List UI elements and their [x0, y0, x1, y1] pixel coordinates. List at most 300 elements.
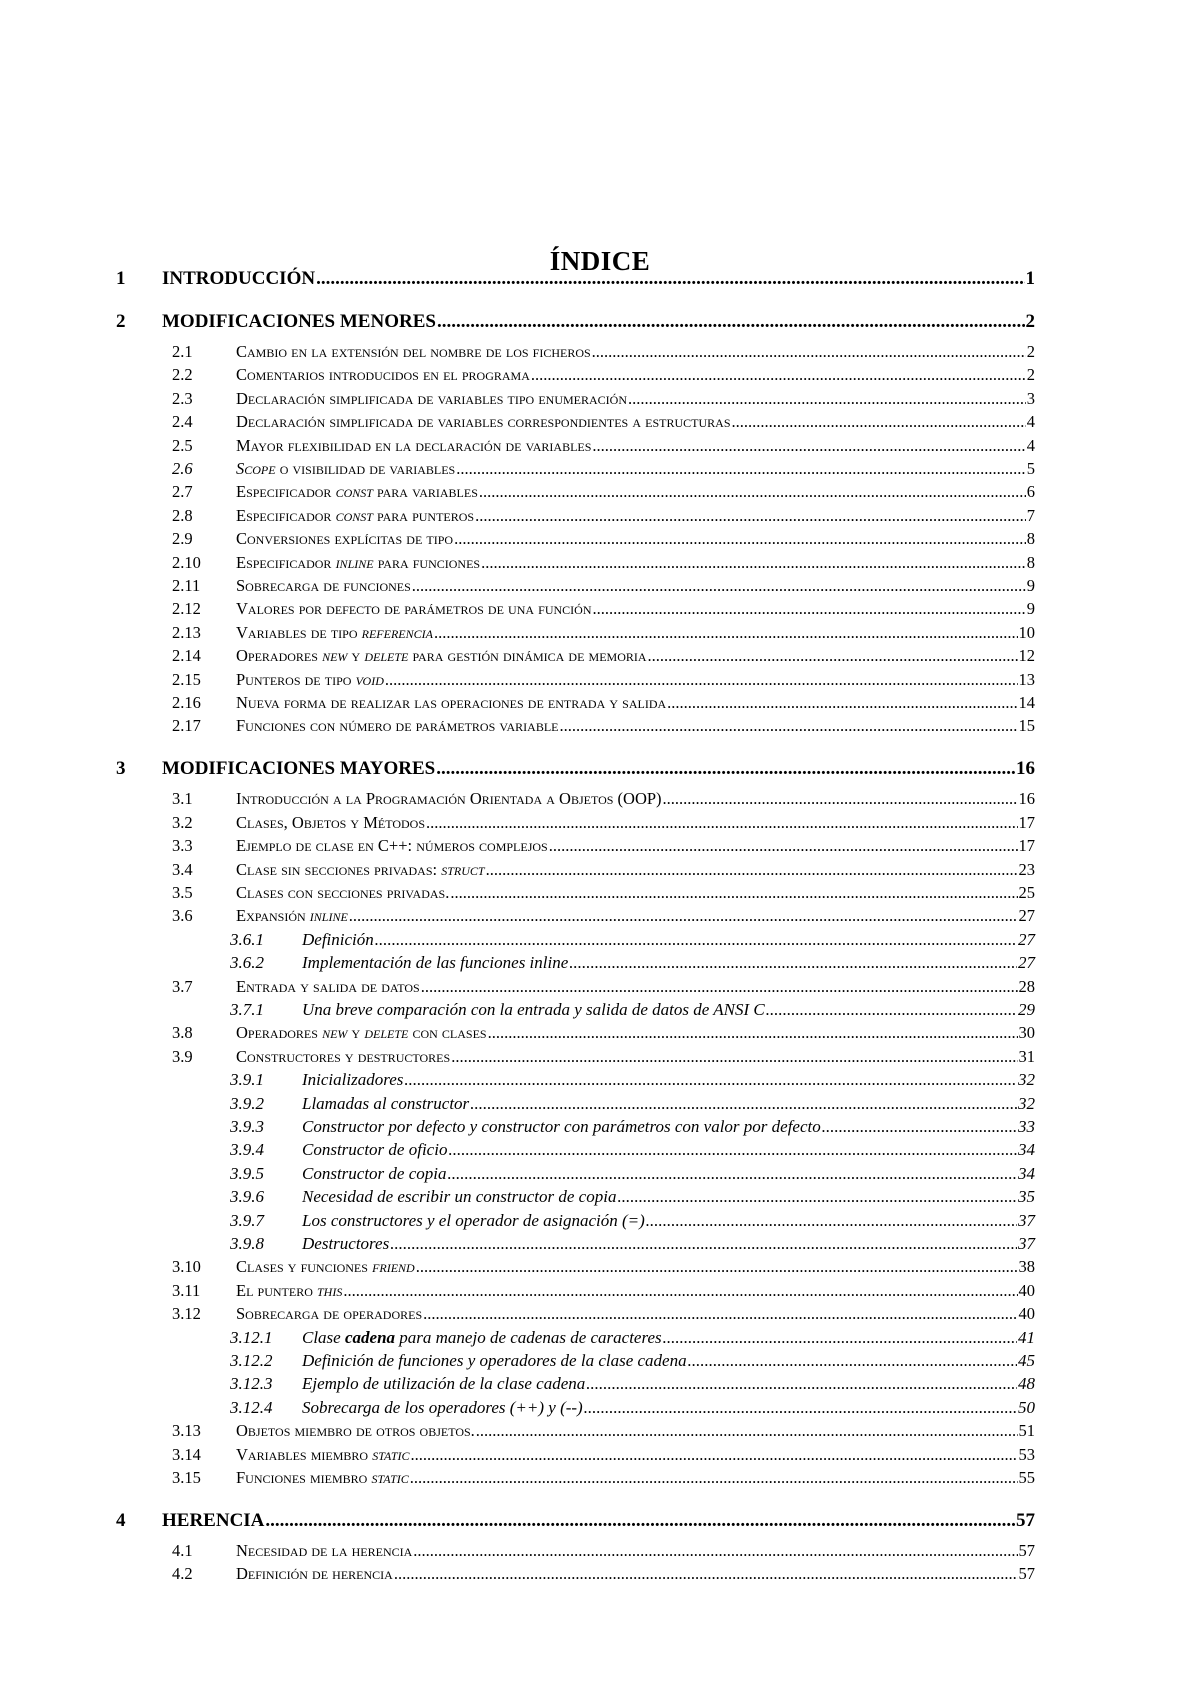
toc-entry-title-part: para manejo de cadenas de caracteres [395, 1328, 662, 1347]
toc-entry-title-part: Sobrecarga de funciones [236, 576, 411, 595]
toc-entry-page: 9 [1026, 599, 1035, 618]
toc-entry-level2[interactable] [116, 975, 1035, 999]
toc-entry-title-part: cadena [344, 1328, 396, 1347]
toc-entry-title [236, 975, 420, 999]
toc-entry-title [236, 363, 530, 387]
dot-leader [265, 1509, 1015, 1533]
toc-entry-page: 31 [1018, 1047, 1035, 1066]
dot-leader [486, 858, 1018, 882]
toc-entry-level3[interactable] [116, 1232, 1035, 1256]
toc-entry-title-part: Necesidad de escribir un constructor de copia [302, 1187, 617, 1206]
toc-entry-number: 2.14 [172, 646, 201, 665]
toc-entry-title-part: void [355, 670, 384, 689]
toc-entry-level2[interactable] [116, 811, 1035, 835]
toc-entry-title [302, 1115, 821, 1139]
dot-leader [416, 1255, 1018, 1279]
dot-leader [375, 928, 1017, 952]
toc-entry-number: 3.9.1 [230, 1070, 264, 1089]
toc-entry-number: 2.3 [172, 389, 193, 408]
toc-entry-title-part: delete [364, 646, 409, 665]
toc-entry-page: 4 [1026, 436, 1035, 455]
dot-leader [481, 551, 1026, 575]
toc-entry-page: 16 [1016, 758, 1035, 779]
toc-entry-title-part: Mayor flexibilidad en la declaración de variables [236, 436, 592, 455]
toc-entry-number: 3.9.6 [230, 1187, 264, 1206]
dot-leader [450, 881, 1017, 905]
toc-entry-number: 3.9.8 [230, 1234, 264, 1253]
dot-leader [688, 1349, 1017, 1373]
toc-entry-title [236, 387, 627, 411]
toc-entry-number: 2.12 [172, 599, 201, 618]
toc-entry-level3[interactable] [116, 1068, 1035, 1092]
toc-entry-title [236, 811, 425, 835]
toc-entry-page: 17 [1018, 836, 1035, 855]
toc-entry-number: 3.15 [172, 1468, 201, 1487]
toc-entry-page: 5 [1026, 459, 1035, 478]
toc-entry-page: 37 [1018, 1234, 1035, 1253]
toc-entry-title-part: Constructor de oficio [302, 1140, 448, 1159]
toc-entry-title-part: Inicializadores [302, 1070, 404, 1089]
toc-entry-number: 3.9.4 [230, 1140, 264, 1159]
toc-entry-page: 35 [1018, 1187, 1035, 1206]
toc-entry-level3[interactable] [116, 1349, 1035, 1373]
dot-leader [423, 1302, 1017, 1326]
toc-entry-page: 40 [1018, 1281, 1035, 1300]
dot-leader [479, 480, 1026, 504]
toc-entry-title [236, 340, 591, 364]
toc-entry-title [236, 834, 548, 858]
toc-entry-title [236, 527, 453, 551]
toc-entry-number: 2.8 [172, 506, 193, 525]
dot-leader [437, 310, 1025, 334]
toc-entry-page: 30 [1018, 1023, 1035, 1042]
toc-entry-number: 3.4 [172, 860, 193, 879]
toc-entry-number: 3.9.5 [230, 1164, 264, 1183]
toc-entry-title-part: Nueva forma de realizar las operaciones de entrada y salida [236, 693, 667, 712]
toc-entry-number: 3.12.2 [230, 1351, 273, 1370]
toc-entry-title [236, 881, 449, 905]
toc-entry-level2[interactable] [116, 904, 1035, 928]
toc-entry-title [236, 1562, 393, 1586]
toc-entry-level3[interactable] [116, 1115, 1035, 1139]
dot-leader [316, 267, 1024, 291]
toc-entry-level2[interactable] [116, 621, 1035, 645]
dot-leader [448, 1162, 1018, 1186]
toc-entry-title-part: Comentarios introducidos en el programa [236, 365, 530, 384]
toc-entry-number: 2.7 [172, 482, 193, 501]
toc-entry-title-part: para gestión dinámica de memoria [408, 646, 647, 665]
toc-entry-title [236, 621, 433, 645]
toc-entry-title-part: Constructor por defecto y constructor con parámetros con valor por defecto [302, 1117, 821, 1136]
toc-entry-title-part: inline [335, 553, 374, 572]
toc-entry-title [236, 410, 731, 434]
toc-entry-title-part: Llamadas al constructor [302, 1094, 470, 1113]
toc-entry-number: 4.1 [172, 1541, 193, 1560]
toc-entry-page: 27 [1018, 953, 1035, 972]
toc-entry-title-part: Implementación de las funciones inline [302, 953, 569, 972]
toc-entry-title [236, 1021, 487, 1045]
dot-leader [436, 757, 1015, 781]
toc-entry-number: 3.9.7 [230, 1211, 264, 1230]
toc-entry-level3[interactable] [116, 1138, 1035, 1162]
toc-entry-title [236, 1279, 342, 1303]
toc-entry-title [302, 1185, 616, 1209]
toc-entry-level2[interactable] [116, 363, 1035, 387]
toc-entry-page: 12 [1018, 646, 1035, 665]
dot-leader [667, 691, 1017, 715]
toc-entry-page: 2 [1026, 365, 1035, 384]
toc-entry-number: 3.12.1 [230, 1328, 273, 1347]
dot-leader [349, 904, 1018, 928]
dot-leader [592, 434, 1025, 458]
toc-entry-page: 57 [1018, 1564, 1035, 1583]
dot-leader [648, 644, 1018, 668]
toc-entry-title [162, 267, 315, 291]
toc-entry-page: 53 [1018, 1445, 1035, 1464]
dot-leader [476, 1419, 1018, 1443]
toc-entry-page: 17 [1018, 813, 1035, 832]
toc-entry-page: 8 [1026, 529, 1035, 548]
toc-entry-title [236, 574, 411, 598]
toc-entry-title-part: HERENCIA [162, 1510, 265, 1531]
toc-entry-title-part: const [335, 506, 373, 525]
toc-entry-title-part: INTRODUCCIÓN [162, 268, 316, 289]
toc-entry-title-part: Constructor de copia [302, 1164, 447, 1183]
toc-entry-title-part: this [317, 1281, 343, 1300]
toc-entry-title-part: struct [441, 860, 485, 879]
dot-leader [413, 1539, 1017, 1563]
toc-entry-title-part: y [347, 1023, 365, 1042]
toc-entry-level3[interactable] [116, 1092, 1035, 1116]
toc-entry-number: 2.9 [172, 529, 193, 548]
dot-leader [456, 457, 1026, 481]
toc-entry-level2[interactable] [116, 574, 1035, 598]
dot-leader [488, 1021, 1018, 1045]
toc-entry-title-part: Operadores [236, 1023, 323, 1042]
toc-entry-level3[interactable] [116, 928, 1035, 952]
toc-entry-title-part: Scope [236, 459, 276, 478]
toc-entry-level1[interactable] [116, 757, 1035, 781]
toc-entry-level2[interactable] [116, 858, 1035, 882]
dot-leader [663, 787, 1018, 811]
toc-entry-title [302, 1232, 389, 1256]
toc-entry-number: 3.9.3 [230, 1117, 264, 1136]
toc-entry-number: 2.13 [172, 623, 201, 642]
toc-entry-level3[interactable] [116, 1396, 1035, 1420]
toc-entry-level2[interactable] [116, 714, 1035, 738]
toc-entry-level2[interactable] [116, 1562, 1035, 1586]
toc-entry-level2[interactable] [116, 1021, 1035, 1045]
toc-entry-level2[interactable] [116, 387, 1035, 411]
toc-entry-page: 15 [1018, 716, 1035, 735]
toc-entry-level1[interactable] [116, 1509, 1035, 1533]
toc-entry-level2[interactable] [116, 527, 1035, 551]
toc-entry-title-part: Los constructores y el operador de asignación (=) [302, 1211, 645, 1230]
toc-entry-title-part: Clase sin secciones privadas: [236, 860, 442, 879]
toc-entry-title-part: Declaración simplificada de variables tipo enumeración [236, 389, 627, 408]
toc-entry-number: 4.2 [172, 1564, 193, 1583]
toc-entry-number: 3.14 [172, 1445, 201, 1464]
toc-entry-title-part: Ejemplo de utilización de la clase cadena [302, 1374, 586, 1393]
toc-entry-title [236, 904, 348, 928]
toc-entry-number: 2.4 [172, 412, 193, 431]
toc-entry-title-part: Cambio en la extensión del nombre de los ficheros [236, 342, 591, 361]
toc-entry-title-part: Destructores [302, 1234, 390, 1253]
toc-entry-title [236, 1255, 415, 1279]
toc-entry-title [236, 1466, 409, 1490]
toc-entry-level3[interactable] [116, 1185, 1035, 1209]
page-title: ÍNDICE [549, 246, 651, 276]
toc-entry-number: 3.2 [172, 813, 193, 832]
toc-entry-level2[interactable] [116, 1539, 1035, 1563]
toc-entry-number: 3.6.2 [230, 953, 264, 972]
toc-entry-title [236, 434, 591, 458]
toc-entry-title [236, 1419, 475, 1443]
dot-leader [404, 1068, 1017, 1092]
dot-leader [470, 1092, 1017, 1116]
toc-entry-title-part: Funciones con número de parámetros variable [236, 716, 559, 735]
toc-entry-level2[interactable] [116, 644, 1035, 668]
toc-entry-page: 2 [1025, 311, 1035, 332]
toc-entry-title [236, 691, 666, 715]
toc-entry-title [302, 1138, 447, 1162]
toc-entry-title-part: Clases con secciones privadas. [236, 883, 450, 902]
toc-entry-title [302, 1068, 403, 1092]
toc-entry-level3[interactable] [116, 1209, 1035, 1233]
toc-entry-number: 2.10 [172, 553, 201, 572]
toc-entry-number: 2.15 [172, 670, 201, 689]
toc-entry-level2[interactable] [116, 597, 1035, 621]
toc-entry-title [236, 644, 647, 668]
toc-entry-number: 3.9.2 [230, 1094, 264, 1113]
toc-entry-title-part: Variables de tipo [236, 623, 362, 642]
dot-leader [586, 1372, 1017, 1396]
toc-entry-page: 34 [1018, 1164, 1035, 1183]
toc-entry-page: 38 [1018, 1257, 1035, 1276]
toc-entry-level3[interactable] [116, 1326, 1035, 1350]
toc-entry-page: 6 [1026, 482, 1035, 501]
toc-entry-level2[interactable] [116, 1279, 1035, 1303]
toc-entry-page: 27 [1018, 906, 1035, 925]
toc-entry-page: 7 [1026, 506, 1035, 525]
toc-entry-page: 25 [1018, 883, 1035, 902]
toc-entry-page: 29 [1018, 1000, 1035, 1019]
dot-leader [549, 834, 1018, 858]
toc-entry-page: 40 [1018, 1304, 1035, 1323]
toc-entry-title [302, 928, 374, 952]
toc-entry-title-part: new [322, 646, 348, 665]
toc-entry-page: 57 [1016, 1510, 1035, 1531]
toc-entry-title-part: Declaración simplificada de variables correspondientes a estructuras [236, 412, 731, 431]
toc-entry-level2[interactable] [116, 668, 1035, 692]
dot-leader [646, 1209, 1017, 1233]
toc-entry-title-part: MODIFICACIONES MENORES [162, 311, 436, 332]
toc-entry-level2[interactable] [116, 881, 1035, 905]
toc-entry-level2[interactable] [116, 340, 1035, 364]
toc-entry-title-part: inline [309, 906, 348, 925]
toc-entry-page: 51 [1018, 1421, 1035, 1440]
dot-leader [766, 998, 1017, 1022]
toc-entry-level2[interactable] [116, 834, 1035, 858]
toc-entry-title-part: Clases, Objetos y Métodos [236, 813, 426, 832]
toc-entry-title [236, 480, 478, 504]
toc-entry-title-part: Especificador [236, 482, 336, 501]
toc-entry-title-part: El puntero [236, 1281, 317, 1300]
toc-entry-page: 16 [1018, 789, 1035, 808]
dot-leader [628, 387, 1026, 411]
toc-entry-level2[interactable] [116, 504, 1035, 528]
toc-entry-level3[interactable] [116, 1372, 1035, 1396]
toc-entry-page: 13 [1018, 670, 1035, 689]
toc-entry-number: 3 [116, 758, 126, 779]
toc-entry-page: 8 [1026, 553, 1035, 572]
toc-entry-page: 41 [1018, 1328, 1035, 1347]
dot-leader [390, 1232, 1017, 1256]
dot-leader [617, 1185, 1017, 1209]
toc-entry-page: 32 [1018, 1094, 1035, 1113]
toc-entry-title-part: friend [372, 1257, 415, 1276]
toc-entry-page: 45 [1018, 1351, 1035, 1370]
toc-entry-title [236, 668, 384, 692]
dot-leader [448, 1138, 1017, 1162]
toc-entry-title-part: Definición de funciones y operadores de la clase cadena [302, 1351, 687, 1370]
toc-entry-level2[interactable] [116, 434, 1035, 458]
toc-entry-number: 2.17 [172, 716, 201, 735]
toc-entry-title-part: Clases y funciones [236, 1257, 373, 1276]
dot-leader [584, 1396, 1017, 1420]
toc-entry-title-part: Sobrecarga de los operadores (++) y (--) [302, 1398, 583, 1417]
toc-entry-title-part: Punteros de tipo [236, 670, 356, 689]
dot-leader [569, 951, 1017, 975]
toc-entry-page: 33 [1018, 1117, 1035, 1136]
toc-entry-title-part: MODIFICACIONES MAYORES [162, 758, 436, 779]
toc-entry-number: 3.11 [172, 1281, 201, 1300]
toc-entry-level2[interactable] [116, 1302, 1035, 1326]
toc-entry-title [236, 714, 559, 738]
dot-leader [593, 597, 1026, 621]
toc-entry-number: 3.9 [172, 1047, 193, 1066]
toc-entry-number: 3.7.1 [230, 1000, 264, 1019]
toc-entry-page: 3 [1026, 389, 1035, 408]
toc-entry-title [236, 1443, 410, 1467]
toc-entry-page: 14 [1018, 693, 1035, 712]
toc-entry-title-part: con clases [408, 1023, 487, 1042]
dot-leader [560, 714, 1018, 738]
toc-entry-level2[interactable] [116, 1255, 1035, 1279]
toc-entry-level2[interactable] [116, 457, 1035, 481]
dot-leader [410, 1466, 1018, 1490]
toc-entry-title-part: Clase [302, 1328, 345, 1347]
toc-entry-level3[interactable] [116, 998, 1035, 1022]
toc-entry-title-part: Una breve comparación con la entrada y salida de datos de ANSI C [302, 1000, 765, 1019]
toc-entry-title-part: Sobrecarga de operadores [236, 1304, 423, 1323]
toc-entry-number: 2.1 [172, 342, 193, 361]
toc-entry-level2[interactable] [116, 691, 1035, 715]
toc-entry-number: 2.5 [172, 436, 193, 455]
toc-entry-title [302, 1162, 447, 1186]
toc-entry-title-part: o visibilidad de variables [275, 459, 456, 478]
toc-entry-number: 1 [116, 268, 126, 289]
toc-entry-title [236, 787, 662, 811]
toc-entry-title-part: Definición de herencia [236, 1564, 393, 1583]
toc-entry-title-part: Introducción a la Programación Orientada a Objetos (OOP) [236, 789, 662, 808]
toc-entry-level1[interactable] [116, 310, 1035, 334]
toc-entry-level2[interactable] [116, 1045, 1035, 1069]
toc-entry-title-part: Constructores y destructores [236, 1047, 451, 1066]
dot-leader [822, 1115, 1017, 1139]
toc-entry-level2[interactable] [116, 1443, 1035, 1467]
toc-entry-page: 23 [1018, 860, 1035, 879]
dot-leader [475, 504, 1026, 528]
toc-entry-level2[interactable] [116, 480, 1035, 504]
toc-entry-title [236, 858, 485, 882]
toc-entry-level2[interactable] [116, 551, 1035, 575]
toc-entry-title-part: Necesidad de la herencia [236, 1541, 413, 1560]
dot-leader [451, 1045, 1017, 1069]
toc-entry-level3[interactable] [116, 951, 1035, 975]
toc-entry-page: 10 [1018, 623, 1035, 642]
toc-entry-title [236, 504, 474, 528]
dot-leader [343, 1279, 1017, 1303]
toc-entry-level2[interactable] [116, 410, 1035, 434]
toc-entry-title-part: Ejemplo de clase en C++: números complejos [236, 836, 548, 855]
toc-entry-level3[interactable] [116, 1162, 1035, 1186]
toc-entry-title [236, 1302, 422, 1326]
toc-entry-number: 3.12.4 [230, 1398, 273, 1417]
toc-entry-number: 2.16 [172, 693, 201, 712]
toc-entry-title [236, 457, 455, 481]
toc-entry-title-part: Especificador [236, 553, 336, 572]
toc-entry-page: 32 [1018, 1070, 1035, 1089]
toc-entry-title [302, 1372, 585, 1396]
toc-entry-level2[interactable] [116, 787, 1035, 811]
toc-entry-page: 2 [1026, 342, 1035, 361]
toc-entry-title-part: para funciones [373, 553, 481, 572]
toc-entry-title [302, 951, 568, 975]
toc-entry-page: 1 [1025, 268, 1035, 289]
toc-entry-number: 3.12 [172, 1304, 201, 1323]
toc-entry-title-part: Valores por defecto de parámetros de una función [236, 599, 592, 618]
toc-entry-title-part: referencia [361, 623, 433, 642]
toc-entry-title-part: Funciones miembro [236, 1468, 372, 1487]
toc-entry-number: 3.13 [172, 1421, 201, 1440]
toc-entry-title [302, 998, 765, 1022]
toc-entry-title-part: Operadores [236, 646, 323, 665]
dot-leader [412, 574, 1026, 598]
toc-entry-number: 3.7 [172, 977, 193, 996]
toc-entry-title-part: static [371, 1468, 409, 1487]
toc-entry-title [236, 1045, 450, 1069]
toc-entry-title [236, 597, 592, 621]
toc-entry-page: 48 [1018, 1374, 1035, 1393]
toc-entry-page: 37 [1018, 1211, 1035, 1230]
toc-entry-level2[interactable] [116, 1466, 1035, 1490]
toc-entry-number: 2 [116, 311, 126, 332]
dot-leader [454, 527, 1026, 551]
toc-entry-title-part: Entrada y salida de datos [236, 977, 420, 996]
toc-entry-number: 3.5 [172, 883, 193, 902]
toc-entry-title-part: Especificador [236, 506, 336, 525]
toc-entry-level2[interactable] [116, 1419, 1035, 1443]
toc-entry-title [302, 1092, 469, 1116]
toc-entry-title [162, 1509, 264, 1533]
toc-entry-level1[interactable] [116, 267, 1035, 291]
toc-entry-title [162, 757, 435, 781]
toc-entry-title-part: static [372, 1445, 410, 1464]
toc-entry-page: 57 [1018, 1541, 1035, 1560]
toc-entry-title [162, 310, 436, 334]
toc-entry-page: 28 [1018, 977, 1035, 996]
